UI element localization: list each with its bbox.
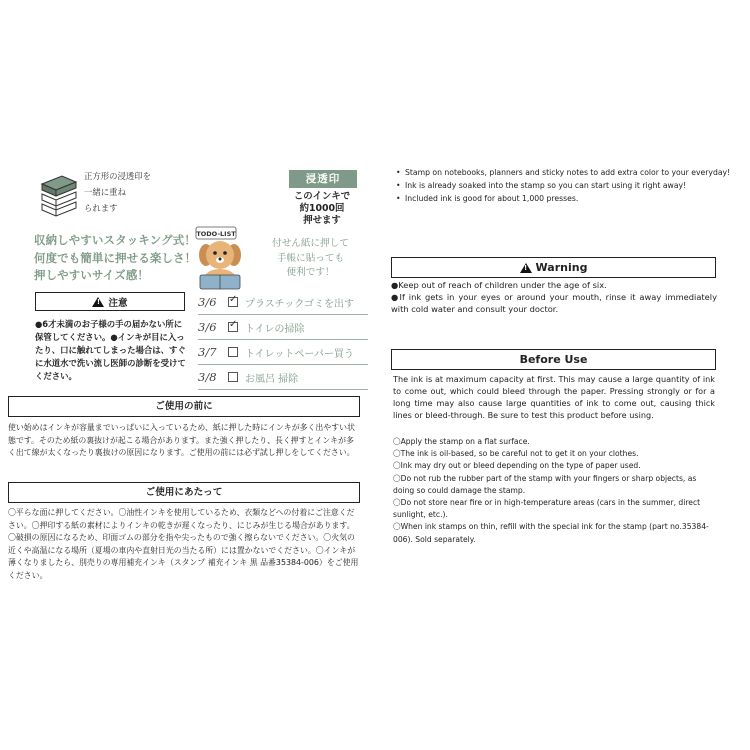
warning-line: ●If ink gets in your eyes or around your mouth, rinse it away immediately with cold water and consult your doctor. — [391, 292, 717, 314]
caution-heading-text: 注意 — [108, 297, 128, 309]
feature-line: 収納しやすいスタッキング式！ — [34, 233, 196, 247]
warning-icon — [92, 297, 104, 307]
warning-text — [391, 279, 717, 315]
usage-heading-jp: ご使用にあたって — [8, 482, 360, 503]
ink-capacity-line: 約1000回 — [299, 203, 345, 214]
list-item: 〇Do not store near fire or in high-temperature areas (cars in the summer, direct sunlight, etc.). — [393, 498, 701, 520]
list-item: • Stamp on notebooks, planners and sticky notes to add extra color to your everyday! — [396, 166, 736, 179]
todo-date: 3/6 — [198, 295, 217, 309]
feature-line: 何度でも簡単に押せる楽しさ！ — [34, 250, 197, 265]
caution-text: ●6才未満のお子様の手の届かない所に保管してください。●インキが目に入ったり、口に触れてしまった場合は、すぐに水道水で洗い流し医師の診断を受けてください。 — [35, 319, 186, 381]
dog-todo-illustration — [190, 225, 252, 293]
caution-heading — [35, 292, 185, 311]
stamp-type-badge: 浸透印 — [289, 170, 357, 188]
checkbox-checked-icon — [228, 322, 238, 332]
warning-heading — [391, 257, 716, 278]
checkbox-checked-icon — [228, 297, 238, 307]
checkbox-empty-icon — [228, 372, 238, 382]
before-use-list — [393, 436, 715, 546]
todo-text: トイレットペーパー買う — [245, 348, 354, 360]
list-item: 〇The ink is oil-based, so be careful not to get it on your clothes. — [393, 449, 639, 459]
warning-line: ●Keep out of reach of children under the age of six. — [391, 280, 607, 290]
todo-row — [198, 365, 368, 390]
warning-heading-text: Warning — [535, 261, 588, 274]
before-use-intro: The ink is at maximum capacity at first. This may cause a large quantity of ink to come out, which could bleed through the paper. Pressing strongly or for a long time may also cause large quantities of ink to come out, causing thick lines or bleed-through. Be sure to test this product before using. — [393, 374, 715, 420]
feature-bullets — [396, 166, 736, 206]
before-use-heading: Before Use — [391, 349, 716, 370]
feature-copy — [34, 232, 196, 285]
stacking-note-line: られます — [84, 203, 118, 213]
list-item: 〇Ink may dry out or bleed depending on the type of paper used. — [393, 461, 641, 471]
todo-row — [198, 290, 368, 315]
todo-date: 3/7 — [198, 345, 217, 359]
todo-text: お風呂 掃除 — [245, 373, 299, 385]
sticky-note-tip-line: 付せん紙に押して — [272, 238, 349, 249]
todo-sample — [198, 290, 368, 390]
stacked-stamps-icon — [38, 170, 80, 220]
todo-text: トイレの掃除 — [245, 323, 305, 335]
sticky-note-tip — [258, 237, 363, 281]
todo-row — [198, 340, 368, 365]
list-item: • Included ink is good for about 1,000 presses. — [396, 192, 736, 205]
warning-icon — [520, 263, 532, 273]
todo-text: プラスチックゴミを出す — [245, 298, 354, 310]
ink-capacity-line: このインキで — [293, 191, 351, 202]
list-item: 〇Do not rub the rubber part of the stamp with your fingers or sharp objects, as doing so could damage the stamp. — [393, 473, 697, 495]
sticky-note-tip-line: 便利です！ — [286, 267, 335, 278]
todo-list-label: TODO-LIST — [196, 230, 236, 238]
ink-capacity-line: 押せます — [303, 215, 341, 226]
todo-date: 3/8 — [198, 370, 217, 384]
checkbox-empty-icon — [228, 347, 238, 357]
stacking-note-line: 一緒に重ね — [84, 187, 126, 197]
todo-date: 3/6 — [198, 320, 217, 334]
usage-text-jp: 〇平らな面に押してください。〇油性インキを使用しているため、衣類などへの付着にご注意ください。〇押印する紙の素材によりインキの乾きが遅くなったり、にじみが生じる場合があります。〇破損の原因になるため、印面ゴムの部分を指や尖ったもので強く擦らないでください。〇火気の近くや高温になる場所（夏場の車内や直射日光の当たる所）には置かないでください。〇インキが薄くなりましたら、別売りの専用補充インキ（スタンプ 補充インキ 黒 品番35384-006）をご使用ください。 — [8, 508, 359, 580]
sticky-note-tip-line: 手帳に貼っても — [276, 252, 345, 264]
list-item: 〇When ink stamps on thin, refill with the special ink for the stamp (part no.35384-006). Sold separately. — [393, 522, 709, 544]
feature-line: 押しやすいサイズ感！ — [34, 268, 149, 282]
todo-row — [198, 315, 368, 340]
before-use-text-jp: 使い始めはインキが容量までいっぱいに入っているため、紙に押した時にインキが多く出やすい状態です。そのため紙の裏抜けが起こる場合があります。また強く押したり、長く押すとインキが多く出て線が太くなったり裏抜けの原因になります。ご使用の前には必ず試し押しをしてください。 — [8, 423, 355, 458]
stacking-note-line: 正方形の浸透印を — [84, 171, 151, 181]
list-item: • Ink is already soaked into the stamp so you can start using it right away! — [396, 179, 736, 192]
list-item: 〇Apply the stamp on a flat surface. — [393, 437, 530, 446]
ink-capacity-note — [282, 191, 362, 227]
before-use-heading-jp: ご使用の前に — [8, 396, 360, 417]
stacking-note — [84, 168, 184, 216]
